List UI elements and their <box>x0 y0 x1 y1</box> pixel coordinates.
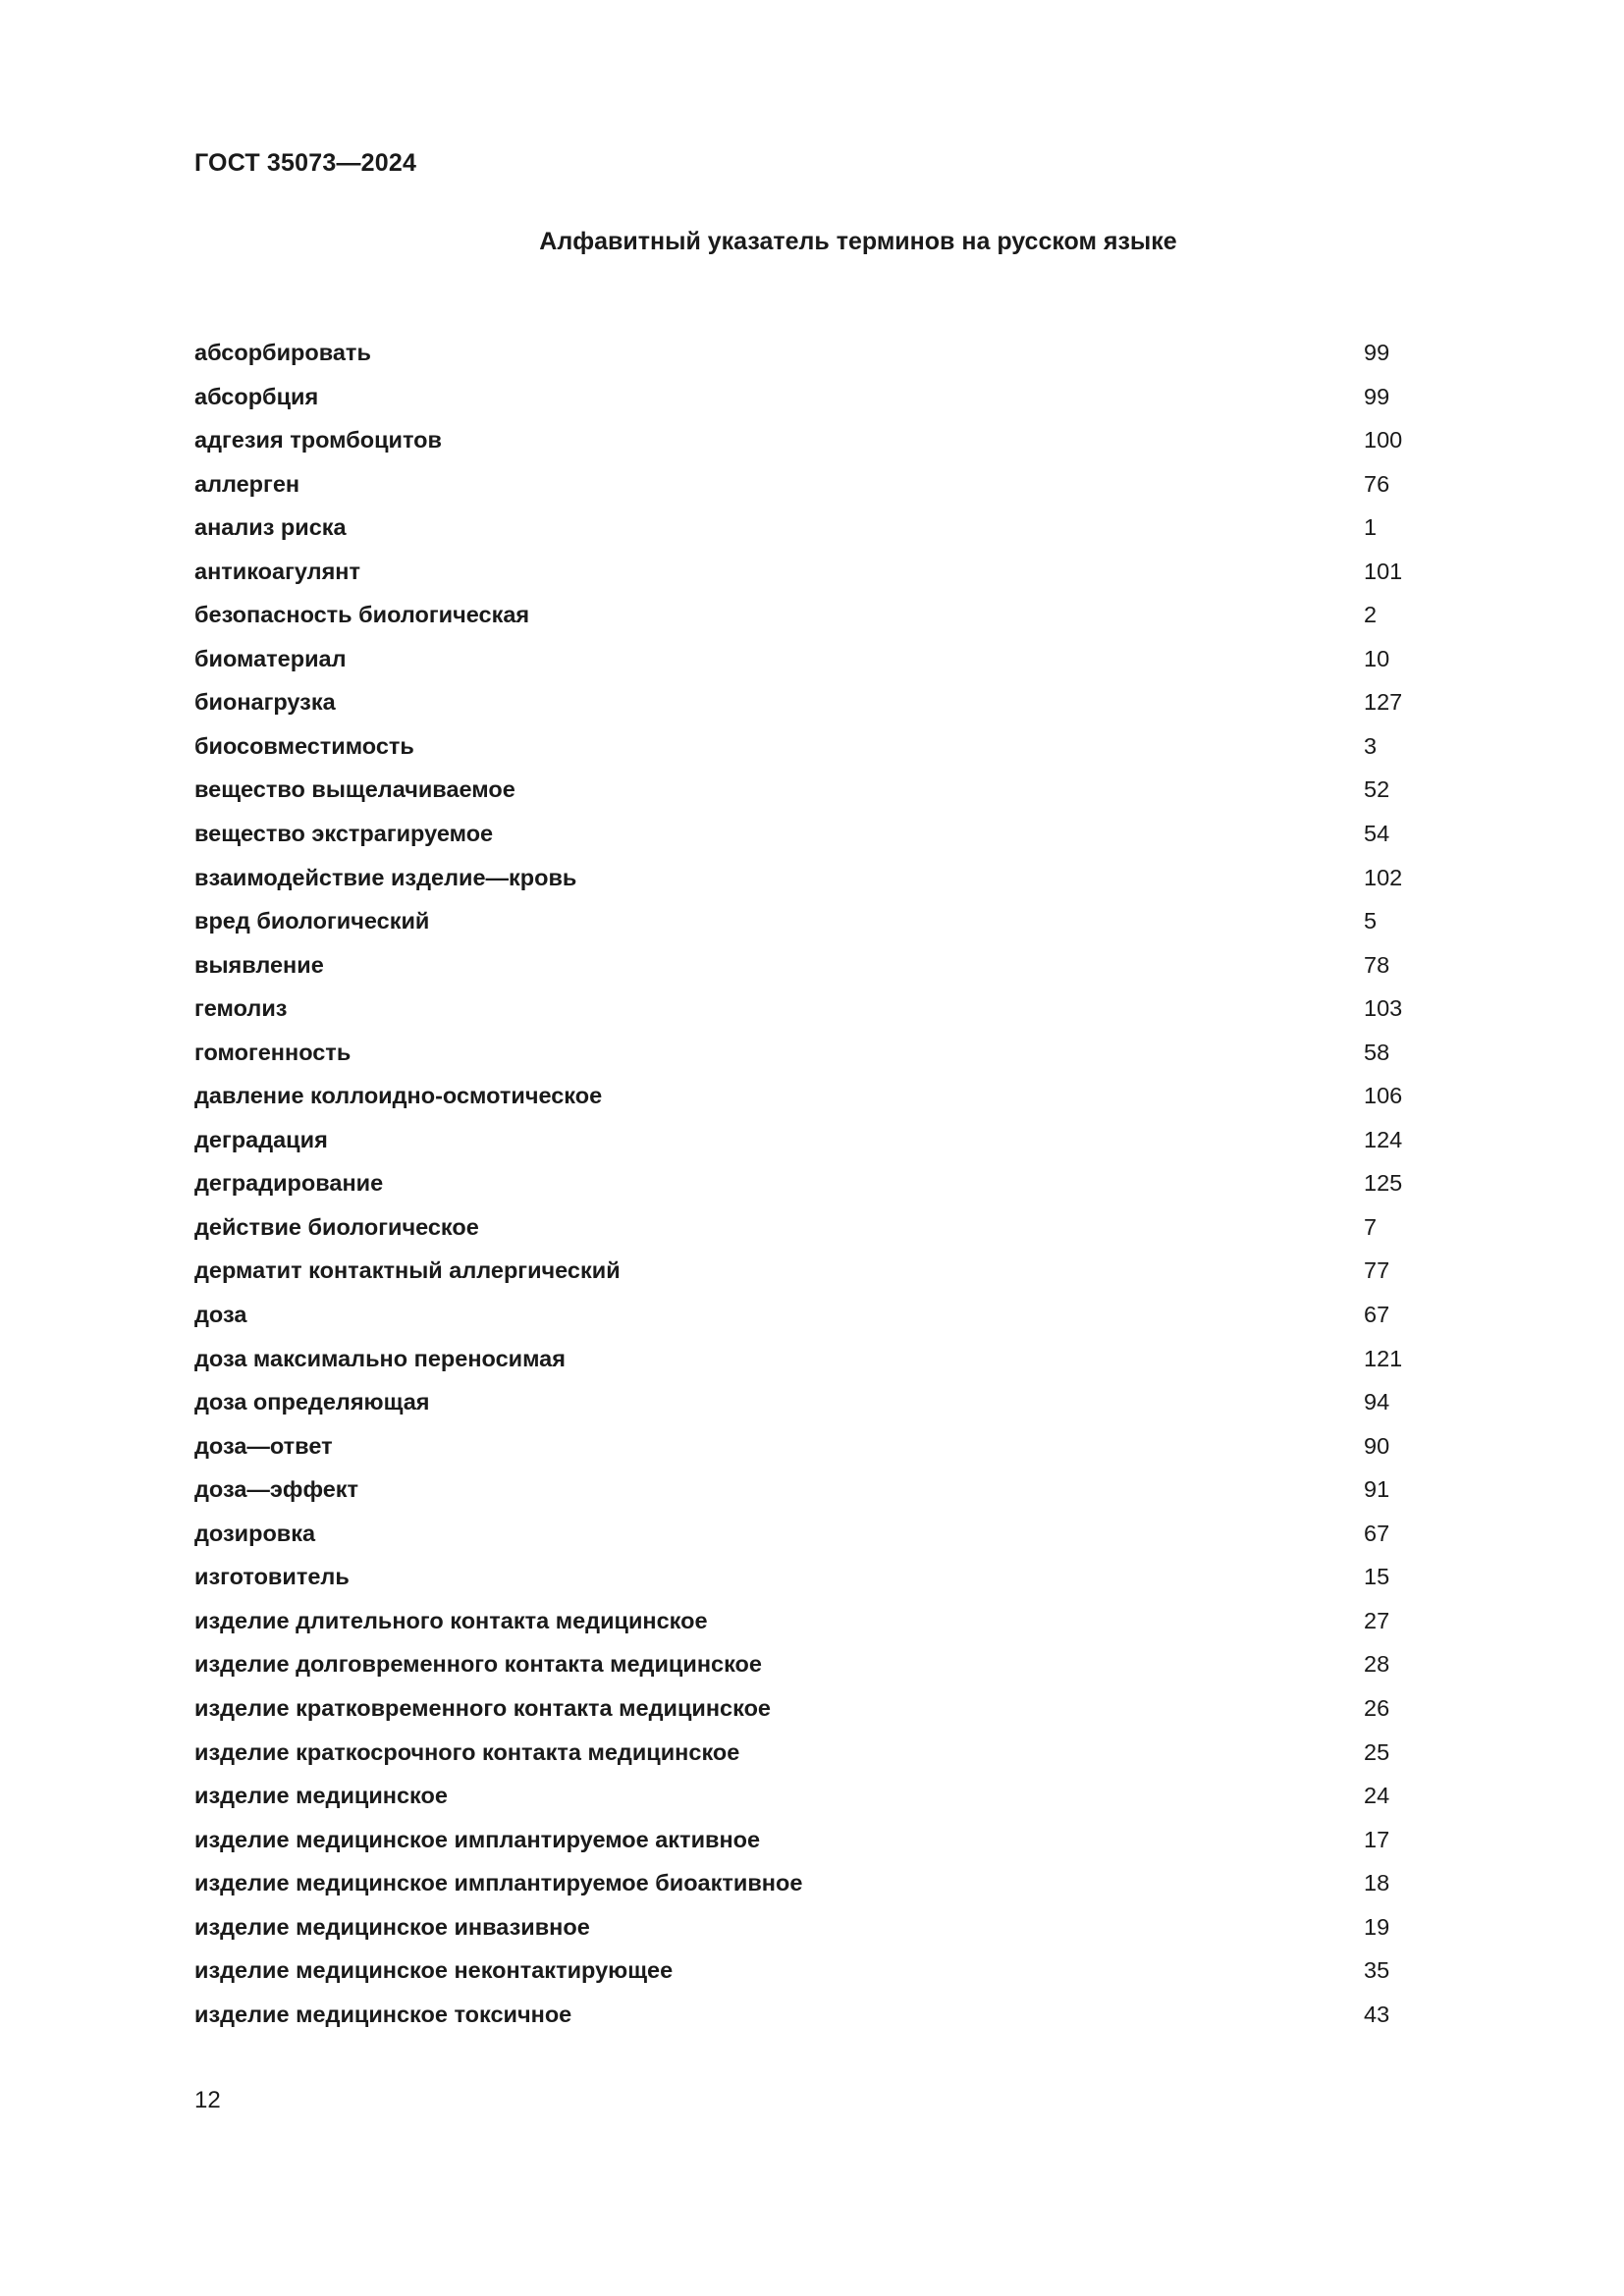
index-term: изделие медицинское имплантируемое биоактивное <box>194 1870 803 1896</box>
index-term-number: 17 <box>1364 1826 1390 1852</box>
index-entry <box>194 1909 1412 1953</box>
index-term-number: 124 <box>1364 1126 1403 1152</box>
index-term-number: 19 <box>1364 1913 1390 1940</box>
index-term-number: 99 <box>1364 383 1390 409</box>
index-entry <box>194 1428 1412 1472</box>
index-term-number: 54 <box>1364 821 1390 847</box>
index-term: выявление <box>194 951 324 978</box>
index-term: изделие медицинское имплантируемое активное <box>194 1826 761 1852</box>
index-term-number: 58 <box>1364 1039 1390 1065</box>
index-term: вещество выщелачиваемое <box>194 776 515 803</box>
index-term-number: 102 <box>1364 864 1403 890</box>
standard-code: ГОСТ 35073—2024 <box>194 149 417 177</box>
index-term: доза максимально переносимая <box>194 1345 566 1371</box>
index-term-number: 78 <box>1364 951 1390 978</box>
index-term: деградация <box>194 1126 328 1152</box>
index-entry <box>194 947 1412 991</box>
index-entry <box>194 1297 1412 1341</box>
index-term-number: 106 <box>1364 1083 1403 1109</box>
index-entry <box>194 772 1412 816</box>
index-entry <box>194 1865 1412 1909</box>
index-entry <box>194 1778 1412 1822</box>
index-term-number: 94 <box>1364 1389 1390 1415</box>
index-term-number: 77 <box>1364 1257 1390 1284</box>
index-term-number: 27 <box>1364 1607 1390 1633</box>
index-term: действие биологическое <box>194 1213 479 1240</box>
index-term-number: 121 <box>1364 1345 1403 1371</box>
index-term: вред биологический <box>194 908 430 934</box>
index-term-number: 28 <box>1364 1651 1390 1678</box>
index-entry <box>194 1165 1412 1209</box>
index-term: вещество экстрагируемое <box>194 821 494 847</box>
index-term: дерматит контактный аллергический <box>194 1257 621 1284</box>
index-term: доза—эффект <box>194 1476 359 1503</box>
index-term: биосовместимость <box>194 732 414 759</box>
index-term-number: 101 <box>1364 558 1403 584</box>
index-entry <box>194 1516 1412 1560</box>
index-entry <box>194 1646 1412 1690</box>
index-term: изделие кратковременного контакта медицинское <box>194 1694 772 1721</box>
page-number: 12 <box>194 2087 221 2113</box>
index-term-number: 99 <box>1364 340 1390 365</box>
index-entry <box>194 1253 1412 1297</box>
index-entry <box>194 1822 1412 1866</box>
index-term: деградирование <box>194 1170 384 1197</box>
index-term-number: 127 <box>1364 689 1403 716</box>
index-entry <box>194 641 1412 685</box>
index-term-number: 125 <box>1364 1170 1403 1197</box>
index-entry <box>194 990 1412 1035</box>
index-term-number: 5 <box>1364 908 1378 934</box>
index-term-number: 76 <box>1364 470 1390 497</box>
index-term: изделие медицинское неконтактирующее <box>194 1957 674 1984</box>
index-term: изделие медицинское инвазивное <box>194 1913 590 1940</box>
index-term: антикоагулянт <box>194 558 360 584</box>
index-term: аллерген <box>194 470 300 497</box>
index-title: Алфавитный указатель терминов на русском языке <box>539 228 1177 255</box>
index-term: абсорбировать <box>194 340 371 365</box>
index-entry <box>194 509 1412 554</box>
index-term-number: 24 <box>1364 1783 1390 1809</box>
index-term-number: 3 <box>1364 732 1378 759</box>
index-entry <box>194 1122 1412 1166</box>
index-term-number: 18 <box>1364 1870 1390 1896</box>
index-term: доза <box>194 1302 247 1328</box>
index-term-number: 26 <box>1364 1694 1390 1721</box>
index-term-number: 52 <box>1364 776 1390 803</box>
index-term: изделие медицинское <box>194 1783 448 1809</box>
index-entry <box>194 335 1412 379</box>
index-term: изделие медицинское токсичное <box>194 2001 572 2027</box>
index-term-number: 90 <box>1364 1432 1390 1459</box>
index-term-number: 1 <box>1364 514 1378 541</box>
index-term-number: 43 <box>1364 2001 1390 2027</box>
index-term: биоматериал <box>194 645 347 671</box>
index-term: абсорбция <box>194 383 319 409</box>
index-entry <box>194 1559 1412 1603</box>
index-entry <box>194 1603 1412 1647</box>
index-entry <box>194 816 1412 860</box>
index-entry <box>194 728 1412 773</box>
index-term: дозировка <box>194 1520 316 1546</box>
index-term: адгезия тромбоцитов <box>194 427 442 454</box>
index-term: давление коллоидно-осмотическое <box>194 1083 603 1109</box>
index-term-number: 2 <box>1364 602 1378 628</box>
index-term: гомогенность <box>194 1039 352 1065</box>
index-entry <box>194 903 1412 947</box>
index-term: анализ риска <box>194 514 347 541</box>
index-entry <box>194 597 1412 641</box>
index-term-number: 67 <box>1364 1520 1390 1546</box>
term-index-list <box>194 335 1412 2040</box>
index-entry <box>194 466 1412 510</box>
index-term-number: 67 <box>1364 1302 1390 1328</box>
index-term: изделие краткосрочного контакта медицинское <box>194 1738 740 1765</box>
index-entry <box>194 684 1412 728</box>
index-term-number: 103 <box>1364 995 1403 1022</box>
index-term: изделие долговременного контакта медицинское <box>194 1651 762 1678</box>
index-term-number: 35 <box>1364 1957 1390 1984</box>
index-term: изделие длительного контакта медицинское <box>194 1607 708 1633</box>
index-term-number: 15 <box>1364 1564 1390 1590</box>
index-entry <box>194 1078 1412 1122</box>
index-entry <box>194 422 1412 466</box>
index-entry <box>194 1690 1412 1735</box>
index-entry <box>194 860 1412 904</box>
index-entry <box>194 1035 1412 1079</box>
index-term-number: 25 <box>1364 1738 1390 1765</box>
index-entry <box>194 1384 1412 1428</box>
index-term-number: 7 <box>1364 1213 1378 1240</box>
index-term: изготовитель <box>194 1564 350 1590</box>
index-term-number: 100 <box>1364 427 1403 454</box>
index-entry <box>194 1735 1412 1779</box>
index-entry <box>194 379 1412 423</box>
index-term: доза определяющая <box>194 1389 430 1415</box>
index-term-number: 91 <box>1364 1476 1390 1503</box>
index-entry <box>194 1471 1412 1516</box>
index-term-number: 10 <box>1364 645 1390 671</box>
index-term: взаимодействие изделие—кровь <box>194 864 577 890</box>
index-entry <box>194 1997 1412 2041</box>
index-term: доза—ответ <box>194 1432 333 1459</box>
index-entry <box>194 1952 1412 1997</box>
index-entry <box>194 1209 1412 1254</box>
index-term: безопасность биологическая <box>194 602 530 628</box>
index-entry <box>194 1341 1412 1385</box>
index-term: бионагрузка <box>194 689 336 716</box>
index-term: гемолиз <box>194 995 288 1022</box>
index-entry <box>194 554 1412 598</box>
